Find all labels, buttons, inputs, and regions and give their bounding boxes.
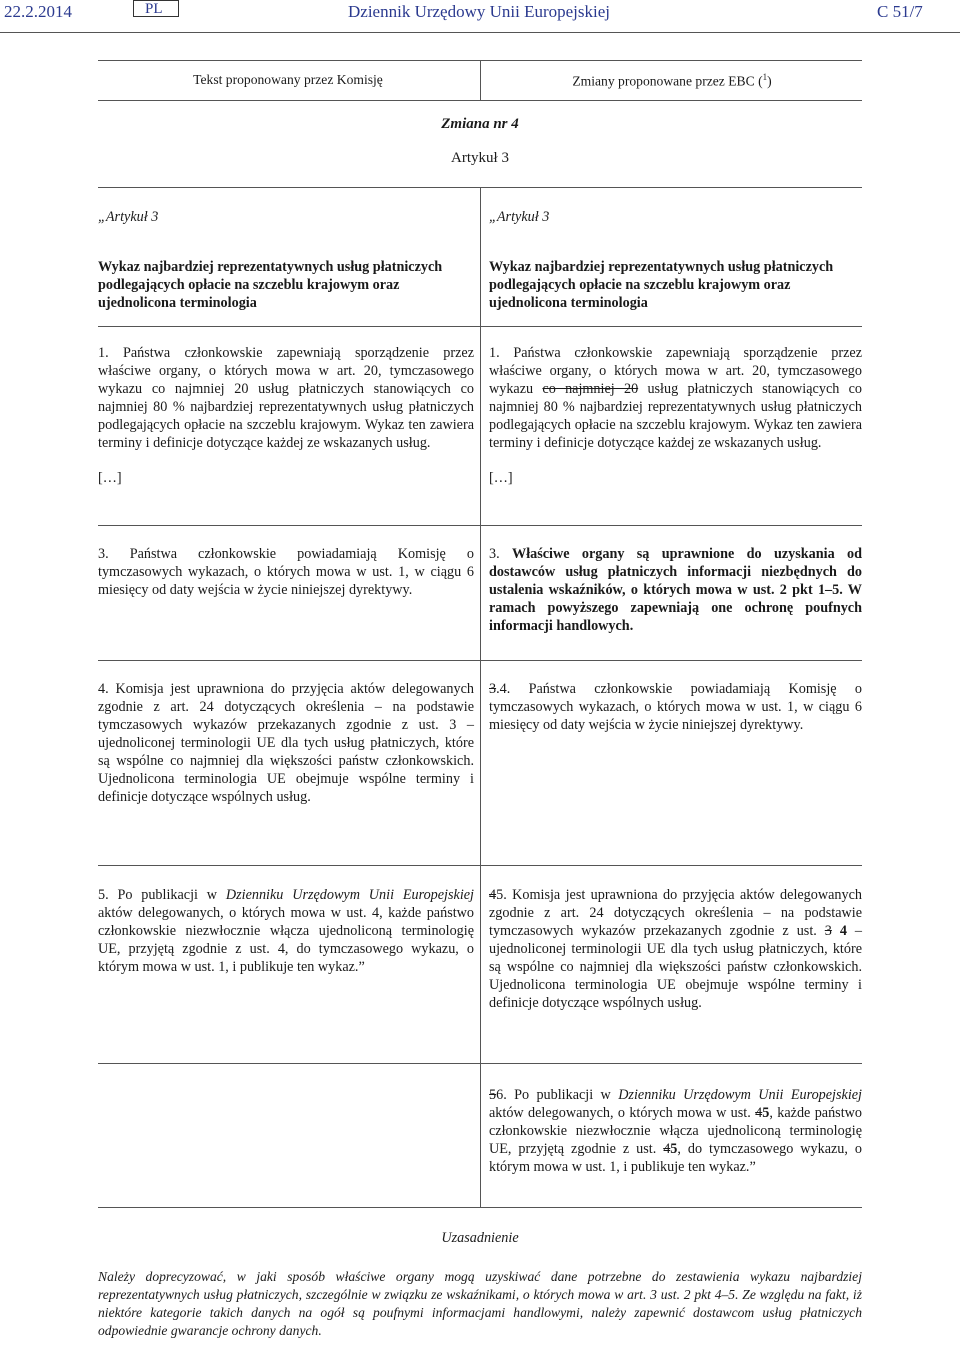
- language-code: PL: [145, 1, 163, 17]
- amendment-article: Artykuł 3: [451, 150, 509, 166]
- journal-name: Dzienniku Urzędowym Unii Europejskiej: [225, 887, 474, 903]
- left-article-label: „Artykuł 3: [98, 209, 159, 225]
- right-paragraph-1: 1. Państwa członkowskie zapewniają sporządzenie przez właściwe organy, o których mowa w art. 20, tymczasowego wykazu co najmniej 20 usług płatniczych stanowiących co najmniej 80 % najbardziej reprezentatywnych usług płatniczych podlegających opłacie na szczeblu krajowym. Wykaz ten zawiera terminy i definicje dotyczące każdej ze wskazanych usług. […]: [489, 345, 862, 486]
- deleted-number: 3: [489, 681, 497, 697]
- right-ellipsis: […]: [489, 470, 513, 486]
- right-column-title: Zmiany proponowane przez EBC ($^1$): [572, 72, 772, 89]
- left-paragraph-3: 3. Państwa członkowskie powiadamiają Komisję o tymczasowych wykazach, o których mowa w ust. 1, w ciągu 6 miesięcy od daty wejścia w życie niniejszej dyrektywy.: [98, 546, 474, 598]
- deleted-text: co najmniej 20: [542, 381, 639, 397]
- left-paragraph-5: 5. Po publikacji w Dzienniku Urzędowym Unii Europejskiej aktów delegowanych, o których mowa w ust. 4, każde państwo członkowskie niezwłocznie włącza ujednoliconą terminologię UE, przyjętą zgodnie z ust. 4, do tymczasowego wykazu, o którym mowa w ust. 1, i publikuje ten wykaz.”: [98, 887, 474, 975]
- amendment-title: Zmiana nr 4: [441, 116, 519, 132]
- row-rule-1: [98, 326, 862, 327]
- table-header-rule: [98, 100, 862, 101]
- left-ellipsis: […]: [98, 470, 122, 486]
- right-paragraph-4: 3.4. Państwa członkowskie powiadamiają Komisję o tymczasowych wykazach, o których mowa w ust. 1, w ciągu 6 miesięcy od daty wejścia w życie niniejszej dyrektywy.: [489, 681, 862, 733]
- row-rule-5: [98, 1063, 862, 1064]
- row-rule-2: [98, 525, 862, 526]
- left-column-title: Tekst proponowany przez Komisję: [193, 72, 383, 87]
- right-article-label: „Artykuł 3: [489, 209, 550, 225]
- left-paragraph-4: 4. Komisja jest uprawniona do przyjęcia aktów delegowanych zgodnie z art. 24 dotyczących określenia – na podstawie tymczasowych wykazów przekazanych zgodnie z ust. 3 – ujednoliconej terminologii UE dla tych usług płatniczych, które są wspólne co najmniej dla większości państw członkowskich. Ujednolicona terminologia UE obejmuje wspólne terminy i definicje dotyczące wspólnych usług.: [98, 681, 474, 805]
- inserted-text: Właściwe organy są uprawnione do uzyskania od dostawców usług płatniczych informacji niezbędnych do ustalenia wskaźników, o których mowa w ust. 2 pkt 1–5. W ramach powyższego zapewniają one ochronę poufnych informacji handlowych.: [489, 546, 863, 634]
- publication-date: 22.2.2014: [4, 2, 72, 21]
- table-body-divider: [480, 187, 481, 1207]
- right-article-title: Wykaz najbardziej reprezentatywnych usług płatniczych podlegających opłacie na szczeblu krajowym oraz ujednolicona terminologia: [489, 259, 834, 311]
- table-bottom-rule: [98, 1207, 862, 1208]
- right-paragraph-6: 56. Po publikacji w Dzienniku Urzędowym Unii Europejskiej aktów delegowanych, o których mowa w ust. 45, każde państwo członkowskie niezwłocznie włącza ujednoliconą terminologię UE, przyjętą zgodnie z ust. 45, do tymczasowego wykazu, o którym mowa w ust. 1, i publikuje ten wykaz.”: [489, 1087, 862, 1175]
- justification-text: Należy doprecyzować, w jaki sposób właściwe organy mogą uzyskiwać dane potrzebne do zestawienia wykazu najbardziej reprezentatywnych usług płatniczych, szczególnie w związku ze wskaźnikami, o których mowa w art. 3 ust. 2 pkt 4–5. Ze względu na fakt, iż niektóre kategorie takich danych na ogół są poufnymi informacjami handlowymi, należy zapewnić dostawcom usług płatniczych odpowiednie gwarancje ochrony danych.: [98, 1269, 862, 1338]
- left-paragraph-1: 1. Państwa członkowskie zapewniają sporządzenie przez właściwe organy, o których mowa w art. 20, tymczasowego wykazu co najmniej 20 usług płatniczych stanowiących co najmniej 80 % najbardziej reprezentatywnych usług płatniczych podlegających opłacie na szczeblu krajowym. Wykaz ten zawiera terminy i definicje dotyczące każdej ze wskazanych usług. […]: [98, 345, 474, 486]
- justification-title: Uzasadnienie: [441, 1230, 519, 1246]
- table-header-divider: [480, 60, 481, 100]
- row-rule-4: [98, 865, 862, 866]
- header-rule: [0, 32, 960, 33]
- row-rule-3: [98, 660, 862, 661]
- page-reference: C 51/7: [877, 2, 923, 21]
- right-paragraph-5: 45. Komisja jest uprawniona do przyjęcia aktów delegowanych zgodnie z art. 24 dotyczących określenia – na podstawie tymczasowych wykazów przekazanych zgodnie z ust. 3 4 – ujednoliconej terminologii UE dla tych usług płatniczych, które są wspólne co najmniej dla większości państw członkowskich. Ujednolicona terminologia UE obejmuje wspólne terminy i definicje dotyczące wspólnych usług.: [489, 887, 862, 1011]
- right-paragraph-3: 3. Właściwe organy są uprawnione do uzyskania od dostawców usług płatniczych informacji niezbędnych do ustalenia wskaźników, o których mowa w ust. 2 pkt 1–5. W ramach powyższego zapewniają one ochronę poufnych informacji handlowych.: [489, 546, 863, 634]
- left-article-title: Wykaz najbardziej reprezentatywnych usług płatniczych podlegających opłacie na szczeblu krajowym oraz ujednolicona terminologia: [98, 259, 443, 311]
- journal-title: Dziennik Urzędowy Unii Europejskiej: [348, 2, 611, 21]
